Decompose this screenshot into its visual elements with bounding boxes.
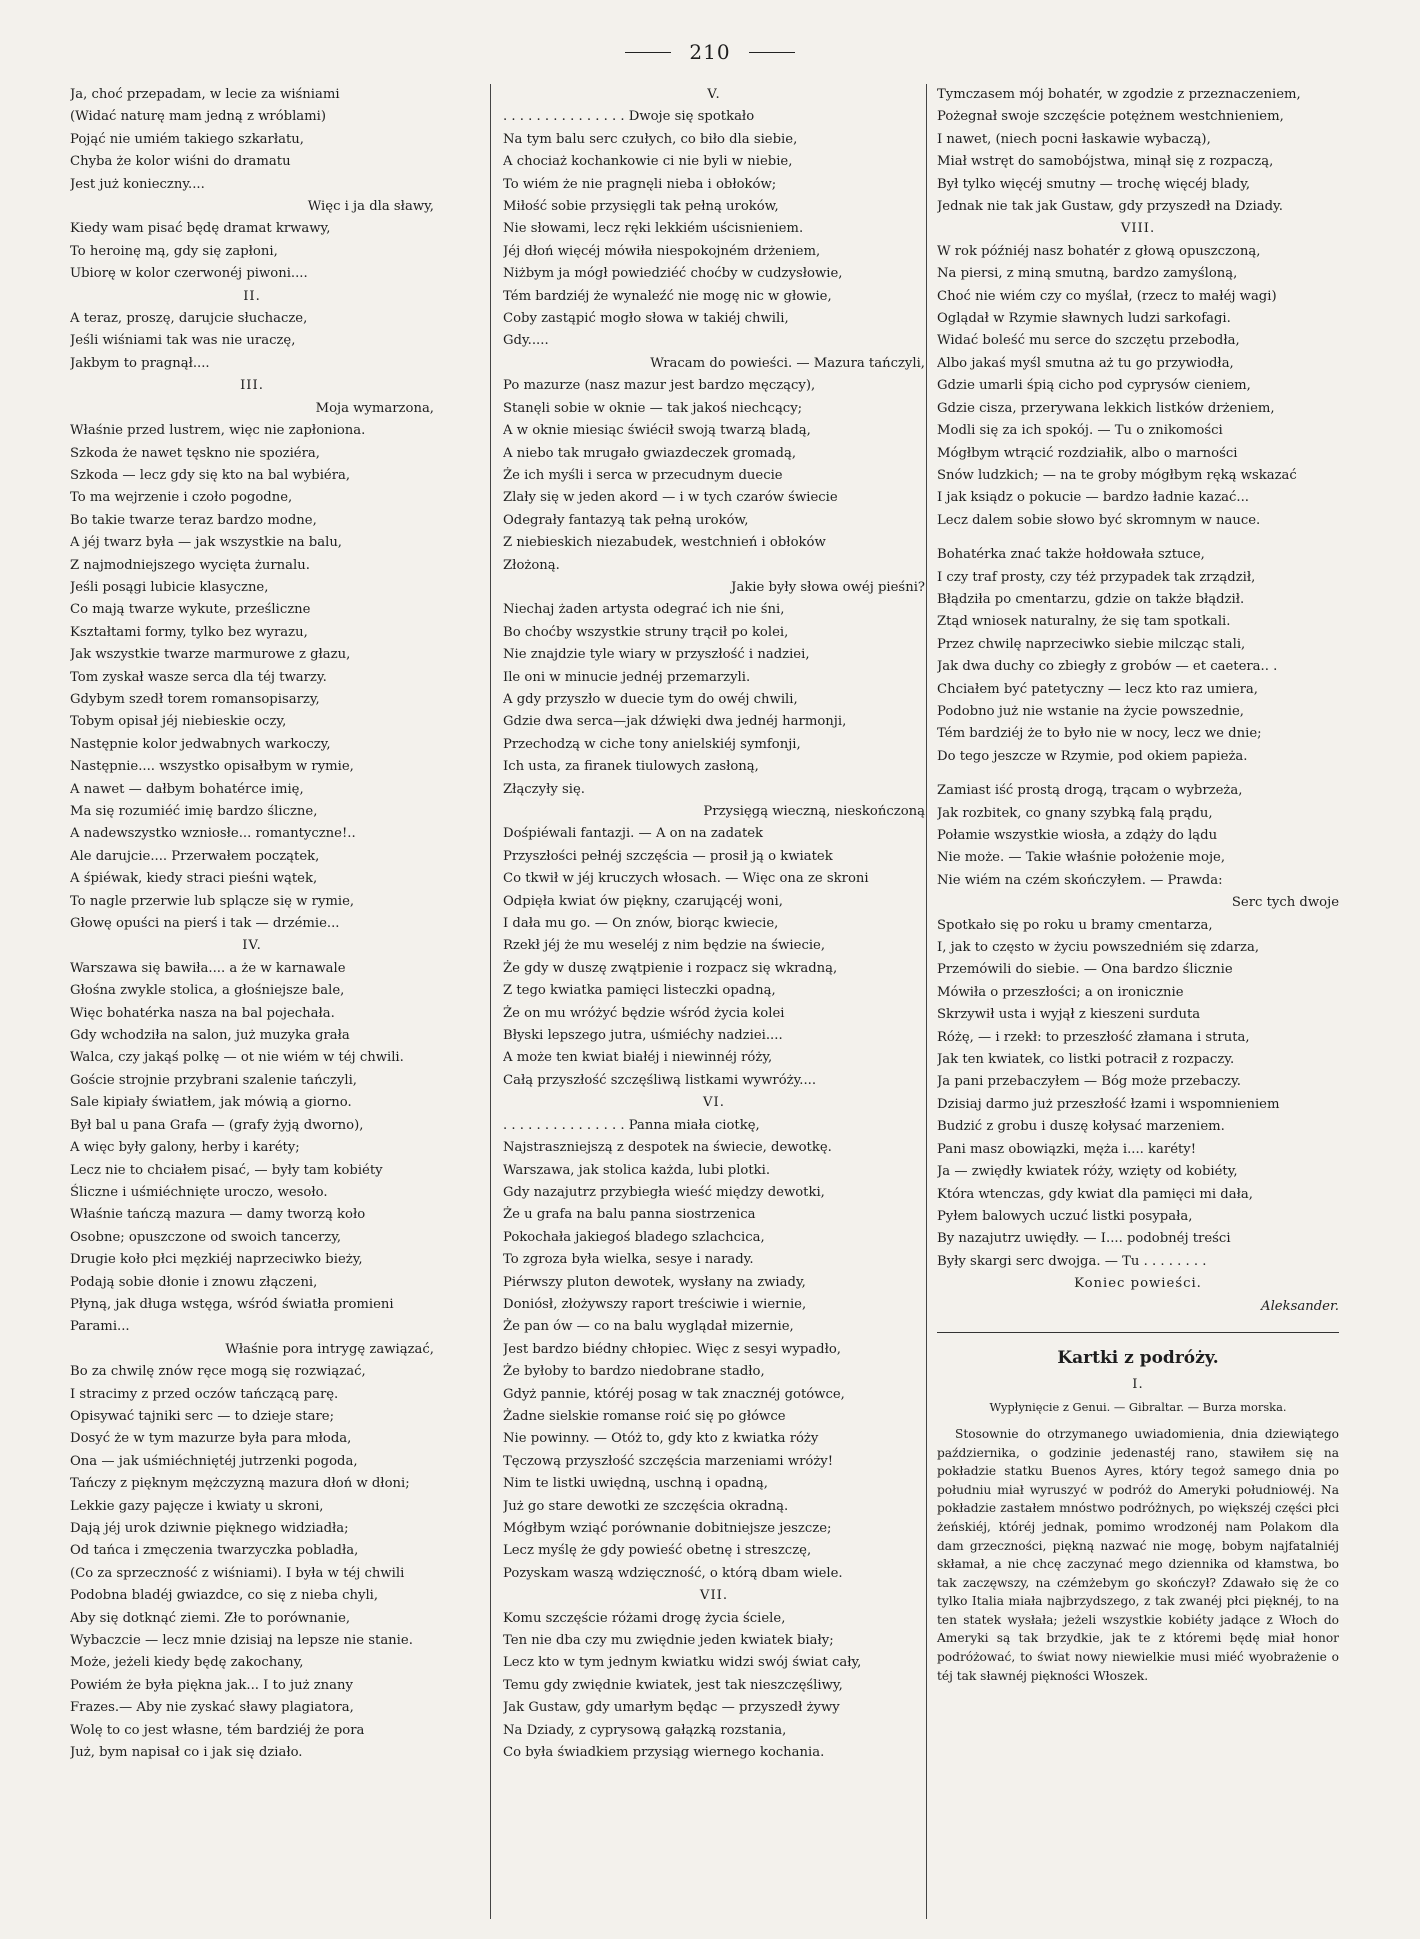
poem-line: Nie słowami, lecz ręki lekkiém uścisnieniem. [503, 221, 804, 237]
poem-line: Jakie były słowa owéj pieśni? [731, 579, 925, 595]
poem-line: Ubiorę w kolor czerwonéj piwoni.... [70, 266, 308, 282]
poem-line: Ile oni w minucie jednéj przemarzyli. [503, 669, 751, 685]
poem-line: Która wtenczas, gdy kwiat dla pamięci mi dała, [937, 1186, 1253, 1202]
poem-line: Następnie kolor jedwabnych warkoczy, [70, 736, 331, 752]
poem-line: Przechodzą w ciche tony anielskiéj symfonji, [503, 736, 801, 752]
poem-line: I dała mu go. — On znów, biorąc kwiecie, [503, 916, 779, 932]
poem-line: Walca, czy jakąś polkę — ot nie wiém w téj chwili. [70, 1050, 404, 1066]
section-title: Kartki z podróży. [1057, 1347, 1219, 1368]
poem-line: Gdzie umarli śpią cicho pod cyprysów cieniem, [937, 378, 1251, 394]
poem-line: Bo choćby wszystkie struny trącił po kolei, [503, 624, 789, 640]
poem-line: Co była świadkiem przysiąg wiernego kochania. [503, 1745, 825, 1761]
poem-line: A gdy przyszło w duecie tym do owéj chwili, [503, 691, 798, 707]
poem-conclusion [937, 84, 1339, 1318]
poem-line: Lecz dalem sobie słowo być skromnym w nauce. [937, 512, 1261, 528]
poem-line: Błądziła po cmentarzu, gdzie on także błądził. [937, 591, 1245, 607]
poem-line: Co tkwił w jéj kruczych włosach. — Więc ona ze skroni [503, 871, 869, 887]
poem-line: Niżbym ja mógł powiedziéć choćby w cudzysłowie, [503, 266, 843, 282]
poem-line: Podobna bladéj gwiazdce, co się z nieba chyli, [70, 1588, 379, 1604]
poem-column-right [937, 84, 1339, 1919]
poem-line: Serc tych dwoje [1231, 895, 1339, 911]
poem-line: Zlały się w jeden akord — i w tych czarów świecie [503, 490, 838, 506]
stanza-gap [937, 532, 1339, 544]
poem-line: Kształtami formy, tylko bez wyrazu, [70, 624, 308, 640]
poem-line: Podobno już nie wstanie na życie powszednie, [937, 703, 1244, 719]
poem-line: Niechaj żaden artysta odegrać ich nie śni, [503, 602, 785, 618]
stanza-number: VIII. [1120, 221, 1156, 237]
poem-line: Doniósł, złożywszy raport treściwie i wiernie, [503, 1296, 807, 1312]
poem-line: Widać boleść mu serce do szczętu przebodła, [937, 333, 1240, 349]
poem-line: Gdy..... [503, 333, 549, 349]
poem-line: Oglądał w Rzymie sławnych ludzi sarkofagi. [937, 311, 1231, 327]
stanza-number: VI. [703, 1095, 725, 1111]
poem-line: Odpięła kwiat ów piękny, czarującéj woni, [503, 893, 783, 909]
poem-line: Przemówili do siebie. — Ona bardzo ślicznie [937, 962, 1233, 978]
poem-line: Że gdy w duszę zwątpienie i rozpacz się wkradną, [503, 960, 838, 976]
poem-line: Jak ten kwiatek, co listki potracił z rozpaczy. [937, 1052, 1235, 1068]
poem-line: Różę, — i rzekł: to przeszłość złamana i struta, [937, 1029, 1250, 1045]
poem-line: Moja wymarzona, [315, 400, 434, 416]
poem-line: Dosyć że w tym mazurze była para młoda, [70, 1431, 352, 1447]
poem-line: Chyba że kolor wiśni do dramatu [70, 154, 291, 170]
poem-line: Jest bardzo biédny chłopiec. Więc z sesyi wypadło, [503, 1341, 842, 1357]
poem-line: Snów ludzkich; — na te groby mógłbym ręką wskazać [937, 467, 1297, 483]
poem-line: Jeśli wiśniami tak was nie uraczę, [70, 333, 296, 349]
poem-line: Jak wszystkie twarze marmurowe z głazu, [70, 647, 351, 663]
poem-line: A chociaż kochankowie ci nie byli w niebie, [503, 154, 793, 170]
poem-line: Wracam do powieści. — Mazura tańczyli, [650, 355, 925, 371]
poem-line: Gdzie dwa serca—jak dźwięki dwa jednéj harmonji, [503, 714, 847, 730]
poem-line: Złożoną. [503, 557, 560, 573]
poem-line: Co mają twarze wykute, prześliczne [70, 602, 311, 618]
stanza-number: IV. [242, 938, 262, 954]
poem-line: Modli się za ich spokój. — Tu o znikomości [937, 423, 1223, 439]
poem-line: I, jak to często w życiu powszedniém się zdarza, [937, 940, 1260, 956]
poem-line: Głośna zwykle stolica, a głośniejsze bale, [70, 983, 345, 999]
poem-line: To zgroza była wielka, sesye i narady. [503, 1252, 754, 1268]
poem-line: A może ten kwiat białéj i niewinnéj róży, [503, 1050, 773, 1066]
poem-line: A teraz, proszę, darujcie słuchacze, [70, 311, 308, 327]
poem-line: Właśnie pora intrygę zawiązać, [225, 1341, 434, 1357]
poem-line: Gdy wchodziła na salon, już muzyka grała [70, 1028, 350, 1044]
poem-line: I jak ksiądz o pokucie — bardzo ładnie kazać... [937, 490, 1249, 506]
poem-line: Że on mu wróżyć będzie wśród życia kolei [503, 1005, 785, 1021]
poem-line: Ten nie dba czy mu zwiędnie jeden kwiatek biały; [503, 1633, 834, 1649]
poem-line: Ja pani przebaczyłem — Bóg może przebaczy. [937, 1074, 1241, 1090]
poem-line: Właśnie tańczą mazura — damy tworzą koło [70, 1207, 366, 1223]
prose-paragraph: Stosownie do otrzymanego uwiadomienia, dnia dziewiątego października, o godzinie jedenastéj rano, stawiłem się na pokładzie statku Buenos Ayres, który tegoż samego dnia po południu miał wyruszyć w podróż do Ameryki południowéj. Na pokładzie zastałem mnóstwo podróżnych, po większéj części płci żeńskiéj, któréj jednak, pomimo wrodzonéj nam Polakom dla dam grzeczności, piękną nazwać nie mogę, bobym najfatalniéj skłamał, a nie chcę zaczynać mego dziennika od kłamstwa, bo tak zaczęwszy, na czémżebym go skończył? Zdawało się że co tylko Italia miała najbrzydszego, z tak zwanéj płci pięknéj, to na ten statek wysłała; jeżeli wszystkie kobiéty jadące z Włoch do Ameryki są tak brzydkie, jak te z któremi będę miał honor podróżować, to świat nowy niewielkie musi miéć wyobrażenie o téj tak sławnéj piękności Włoszek. [937, 1426, 1339, 1683]
poem-line: Powiém że była piękna jak... I to już znany [70, 1677, 353, 1693]
poem-line: Były skargi serc dwojga. — Tu . . . . . . . . [937, 1253, 1207, 1269]
poem-line: A nadewszystko wzniosłe... romantyczne!.. [70, 826, 356, 842]
poem-line: Nie może. — Takie właśnie położenie moje, [937, 850, 1226, 866]
poem-line: Tom zyskał wasze serca dla téj twarzy. [70, 669, 327, 685]
poem-line: Jakbym to pragnął.... [70, 355, 210, 371]
poem-line: Szkoda że nawet tęskno nie spoziéra, [70, 445, 320, 461]
poem-line: Był bal u pana Grafa — (grafy żyją dworno), [70, 1117, 364, 1133]
poem-line: Stanęli sobie w oknie — tak jakoś niechcący; [503, 400, 803, 416]
poem-line: Parami... [70, 1319, 130, 1335]
poem-line: Że byłoby to bardzo niedobrane stadło, [503, 1364, 765, 1380]
poem-line: To nagle przerwie lub splącze się w rymie, [70, 893, 355, 909]
poem-line: Połamie wszystkie wiosła, a zdąży do lądu [937, 828, 1218, 843]
poem-line: Już go stare dewotki ze szczęścia okradną. [503, 1498, 789, 1514]
poem-line: Ale darujcie.... Przerwałem początek, [70, 848, 320, 864]
poem-line: Z najmodniejszego wycięta żurnalu. [70, 557, 310, 573]
poem-line: Ona — jak uśmiéchniętéj jutrzenki pogoda, [70, 1453, 358, 1469]
poem-line: Aby się dotknąć ziemi. Złe to porównanie, [70, 1610, 351, 1626]
column-divider [490, 84, 491, 1919]
poem-line: Zamiast iść prostą drogą, trącam o wybrzeża, [937, 783, 1243, 799]
poem-line: I czy traf prosty, czy téż przypadek tak zrządził, [937, 569, 1256, 585]
poem-line: To heroinę mą, gdy się zapłoni, [70, 243, 278, 259]
poem-line: Kiedy wam pisać będę dramat krwawy, [70, 221, 331, 237]
poem-line: Jeśli posągi lubicie klasyczne, [70, 579, 269, 595]
page-header [0, 40, 1420, 64]
section-subtitle: Wypłynięcie z Genui. — Gibraltar. — Burza morska. [989, 1399, 1287, 1414]
poem-line: A jéj twarz była — jak wszystkie na balu, [70, 535, 342, 551]
poem-line: Coby zastąpić mogło słowa w takiéj chwili, [503, 311, 789, 327]
poem-line: Że pan ów — co na balu wyglądał mizernie, [503, 1319, 794, 1335]
poem-line: Z niebieskich niezabudek, westchnień i obłoków [503, 535, 826, 551]
poem-line: Błyski lepszego jutra, uśmiéchy nadziei.... [503, 1028, 783, 1044]
poem-line: I nawet, (niech pocni łaskawie wybaczą), [937, 131, 1211, 147]
poem-line: Warszawa, jak stolica każda, lubi plotki. [503, 1162, 771, 1178]
poem-line: By nazajutrz uwiędły. — I.... podobnéj treści [937, 1231, 1231, 1247]
poem-line: Osobne; opuszczone od swoich tancerzy, [70, 1229, 342, 1245]
poem-line: Głowę opuści na pierś i tak — drzémie... [70, 916, 340, 932]
poem-line: A śpiéwak, kiedy straci pieśni wątek, [70, 871, 318, 887]
poem-line: Jednak nie tak jak Gustaw, gdy przyszedł na Dziady. [937, 199, 1283, 215]
poem-line: Następnie.... wszystko opisałbym w rymie, [70, 759, 354, 775]
poem-line: Złączyły się. [503, 781, 585, 797]
poem-line: Całą przyszłość szczęśliwą listkami wywróży.... [503, 1072, 817, 1088]
poem-line: Może, jeżeli kiedy będę zakochany, [70, 1655, 304, 1671]
poem-line: Tém bardziéj że wynaleźć nie mogę nic w głowie, [503, 288, 832, 304]
header-rule-left [625, 52, 671, 53]
poem-line: Na tym balu serc czułych, co biło dla siebie, [503, 131, 798, 147]
stanza-number: V. [707, 87, 721, 102]
poem-line: Od tańca i zmęczenia twarzyczka pobladła, [70, 1543, 359, 1559]
poem-line: Po mazurze (nasz mazur jest bardzo męczący), [503, 378, 816, 394]
poem-line: Płyną, jak długa wstęga, wśród światła promieni [70, 1296, 394, 1312]
poem-line: Lecz nie to chciałem pisać, — były tam kobiéty [70, 1162, 383, 1178]
poem-line: Miłość sobie przysięgli tak pełną uroków, [503, 199, 779, 215]
stanza-number: II. [243, 288, 261, 304]
poem-line: Tęczową przyszłość szczęścia marzeniami wróży! [503, 1453, 834, 1469]
poem-line: Gdybym szedł torem romansopisarzy, [70, 691, 320, 707]
poem-line: Gdyż pannie, któréj posag w tak znacznéj gotówce, [503, 1386, 845, 1402]
poem-line: Wolę to co jest własne, tém bardziéj że pora [70, 1722, 365, 1738]
poem-line: Jak rozbitek, co gnany szybką falą prądu, [937, 805, 1213, 821]
poem-line: I stracimy z przed oczów tańczącą parę. [70, 1386, 339, 1402]
poem-line: Tém bardziéj że to było nie w nocy, lecz we dnie; [937, 726, 1262, 742]
poem-line: Pokochała jakiegoś bladego szlachcica, [503, 1229, 765, 1245]
poem-line: Albo jakaś myśl smutna aż tu go przywiodła, [937, 355, 1234, 371]
poem-line: Pani masz obowiązki, męża i.... karéty! [937, 1141, 1197, 1157]
poem-line: Temu gdy zwiędnie kwiatek, jest tak nieszczęśliwy, [503, 1677, 843, 1693]
poem-line: Gdy nazajutrz przybiegła wieść między dewotki, [503, 1184, 825, 1200]
poem-line: Podają sobie dłonie i znowu złączeni, [70, 1274, 318, 1290]
poem-line: Nie wiém na czém skończyłem. — Prawda: [937, 872, 1223, 888]
poem-line: Sale kipiały światłem, jak mówią a giorno. [70, 1095, 352, 1111]
stanza-number: VII. [699, 1588, 729, 1604]
poem-line: Miał wstręt do samobójstwa, minął się z rozpaczą, [937, 154, 1274, 170]
poem-line: Bo za chwilę znów ręce mogą się rozwiązać, [70, 1364, 366, 1380]
poem-line: Warszawa się bawiła.... a że w karnawale [70, 960, 346, 976]
poem-line: (Widać naturę mam jedną z wróblami) [70, 109, 327, 125]
poem-line: Lecz kto w tym jednym kwiatku widzi swój świat cały, [503, 1655, 862, 1671]
poem-line: Piérwszy pluton dewotek, wysłany na zwiady, [503, 1274, 806, 1290]
poem-line: Tobym opisał jéj niebieskie oczy, [70, 714, 287, 730]
poem-line: Więc i ja dla sławy, [307, 199, 434, 215]
poem-line: Skrzywił usta i wyjął z kieszeni surduta [937, 1007, 1201, 1023]
poem-line: Już, bym napisał co i jak się działo. [70, 1745, 303, 1761]
poem-line: Właśnie przed lustrem, więc nie zapłoniona. [70, 423, 366, 439]
poem-line: Tańczy z pięknym mężczyzną mazura dłoń w dłoni; [70, 1476, 410, 1492]
header-rule-right [749, 52, 795, 53]
poem-line: Komu szczęście różami drogę życia ściele, [503, 1610, 786, 1626]
poem-line: Lekkie gazy pajęcze i kwiaty u skroni, [70, 1498, 324, 1514]
poem-line: Nie znajdzie tyle wiary w przyszłość i nadziei, [503, 647, 810, 663]
poem-line: Mógłbym wtrącić rozdziałik, albo o marności [937, 445, 1238, 461]
poem-line: Goście strojnie przybrani szalenie tańczyli, [70, 1072, 357, 1088]
poem-line: Pyłem balowych uczuć listki posypała, [937, 1208, 1193, 1224]
poem-line: Do tego jeszcze w Rzymie, pod okiem papieża. [937, 748, 1248, 764]
poem-line: Ja — zwiędły kwiatek róży, wzięty od kobiéty, [937, 1164, 1238, 1180]
page-number: 210 [689, 40, 731, 64]
poem-line: Najstraszniejszą z despotek na świecie, dewotkę. [503, 1140, 832, 1156]
poem-line: Dzisiaj darmo już przeszłość łzami i wspomnieniem [937, 1096, 1280, 1112]
column-divider [926, 84, 927, 1919]
poem-line: Wybaczcie — lecz mnie dzisiaj na lepsze nie stanie. [70, 1633, 413, 1649]
poem-line: Na piersi, z miną smutną, bardzo zamyśloną, [937, 266, 1238, 282]
poem-line: Mógłbym wziąć porównanie dobitniejsze jeszcze; [503, 1521, 832, 1536]
poem-line: To wiém że nie pragnęli nieba i obłoków; [503, 176, 777, 192]
poem-line: Jest już konieczny.... [70, 176, 205, 192]
poem-line: Dośpiéwali fantazji. — A on na zadatek [503, 826, 764, 842]
poem-line: Spotkało się po roku u bramy cmentarza, [937, 917, 1213, 933]
poem-line: Chciałem być patetyczny — lecz kto raz umiera, [937, 681, 1258, 697]
poem-line: Jak Gustaw, gdy umarłym będąc — przyszedł żywy [503, 1700, 840, 1716]
poem-line: Ztąd wniosek naturalny, że się tam spotkali. [937, 614, 1231, 630]
poem-line: Nim te listki uwiędną, uschną i opadną, [503, 1476, 768, 1492]
poem-line: Drugie koło płci męzkiéj naprzeciwko bieży, [70, 1252, 363, 1268]
poem-line: Śliczne i uśmiéchnięte uroczo, wesoło. [70, 1184, 328, 1200]
poem-line: W rok późniéj nasz bohatér z głową opuszczoną, [937, 243, 1261, 259]
poem-line: Przyszłości pełnéj szczęścia — prosił ją o kwiatek [503, 848, 833, 864]
poem-line: A w oknie miesiąc świécił swoją twarzą bladą, [503, 423, 811, 439]
poem-line: Frazes.— Aby nie zyskać sławy plagiatora, [70, 1700, 354, 1716]
poem-line: Opisywać tajniki serc — to dzieje stare; [70, 1408, 335, 1424]
section-number: I. [1132, 1376, 1144, 1392]
poem-line: Odegrały fantazyą tak pełną uroków, [503, 512, 749, 528]
poem-line: Tymczasem mój bohatér, w zgodzie z przeznaczeniem, [937, 87, 1301, 102]
poem-line: Że ich myśli i serca w przecudnym duecie [503, 467, 783, 483]
poem-line: Budzić z grobu i duszę kołysać marzeniem. [937, 1119, 1225, 1135]
poem-line: Przysięgą wieczną, nieskończoną [703, 804, 925, 819]
poem-line: Ma się rozumiéć imię bardzo śliczne, [70, 804, 318, 819]
stanza-number: III. [240, 378, 264, 394]
poem-line: Pojąć nie umiém takiego szkarłatu, [70, 131, 304, 147]
stanza-gap [937, 768, 1339, 780]
poem-line: A niebo tak mrugało gwiazdeczek gromadą, [503, 445, 797, 461]
poem-line: Na Dziady, z cyprysową gałązką rozstania, [503, 1722, 787, 1738]
poem-line: Choć nie wiém czy co myślał, (rzecz to małéj wagi) [937, 288, 1277, 304]
poem-line: Szkoda — lecz gdy się kto na bal wybiéra, [70, 467, 351, 483]
poem-column-middle [503, 84, 925, 1919]
poem-line: Z tego kwiatka pamięci listeczki opadną, [503, 983, 776, 999]
poem-line: Był tylko więcéj smutny — trochę więcéj blady, [937, 176, 1251, 192]
poem-line: Pożegnał swoje szczęście potężnem westchnieniem, [937, 109, 1284, 125]
poem-line: To ma wejrzenie i czoło pogodne, [70, 490, 293, 506]
poem-line: Aleksander. [1261, 1298, 1339, 1314]
poem-line: Lecz myślę że gdy powieść obetnę i streszczę, [503, 1543, 812, 1559]
poem-line: Gdzie cisza, przerywana lekkich listków drżeniem, [937, 400, 1275, 416]
poem-line: Ich usta, za firanek tiulowych zasłoną, [503, 759, 759, 775]
poem-line: Że u grafa na balu panna siostrzenica [503, 1207, 756, 1223]
poem-line: Pozyskam waszą wdzięczność, o którą dbam wiele. [503, 1565, 843, 1581]
poem-line: Żadne sielskie romanse roić się po główce [503, 1408, 786, 1424]
poem-line: A nawet — dałbym bohatérce imię, [70, 781, 304, 797]
poem-line: Jak dwa duchy co zbiegły z grobów — et caetera.. . [937, 659, 1278, 675]
poem-line: . . . . . . . . . . . . . . . Panna miała ciotkę, [503, 1117, 760, 1133]
poem-line: Więc bohatérka nasza na bal pojechała. [70, 1005, 335, 1021]
poem-line: Nie powinny. — Otóż to, gdy kto z kwiatka róży [503, 1431, 819, 1447]
poem-line: Rzekł jéj że mu weseléj z nim będzie na świecie, [503, 938, 826, 954]
poem-line: Ja, choć przepadam, w lecie za wiśniami [70, 87, 340, 102]
poem-line: Mówiła o przeszłości; a on ironicznie [937, 984, 1184, 1000]
poem-line: A więc były galony, herby i karéty; [70, 1140, 300, 1156]
poem-line: Dają jéj urok dziwnie pięknego widziadła; [70, 1521, 349, 1536]
poem-column-left [70, 84, 434, 1919]
poem-line: Koniec powieści. [1074, 1276, 1202, 1292]
poem-line: Bo takie twarze teraz bardzo modne, [70, 512, 317, 528]
poem-line: (Co za sprzeczność z wiśniami). I była w téj chwili [70, 1565, 405, 1581]
poem-line: . . . . . . . . . . . . . . . Dwoje się spotkało [503, 109, 755, 125]
poem-line: Jéj dłoń więcéj mówiła niespokojném drżeniem, [503, 243, 821, 259]
poem-line: Przez chwilę naprzeciwko siebie milcząc stali, [937, 636, 1246, 652]
poem-line: Bohatérka znać także hołdowała sztuce, [937, 547, 1205, 563]
section-separator [937, 1332, 1339, 1333]
